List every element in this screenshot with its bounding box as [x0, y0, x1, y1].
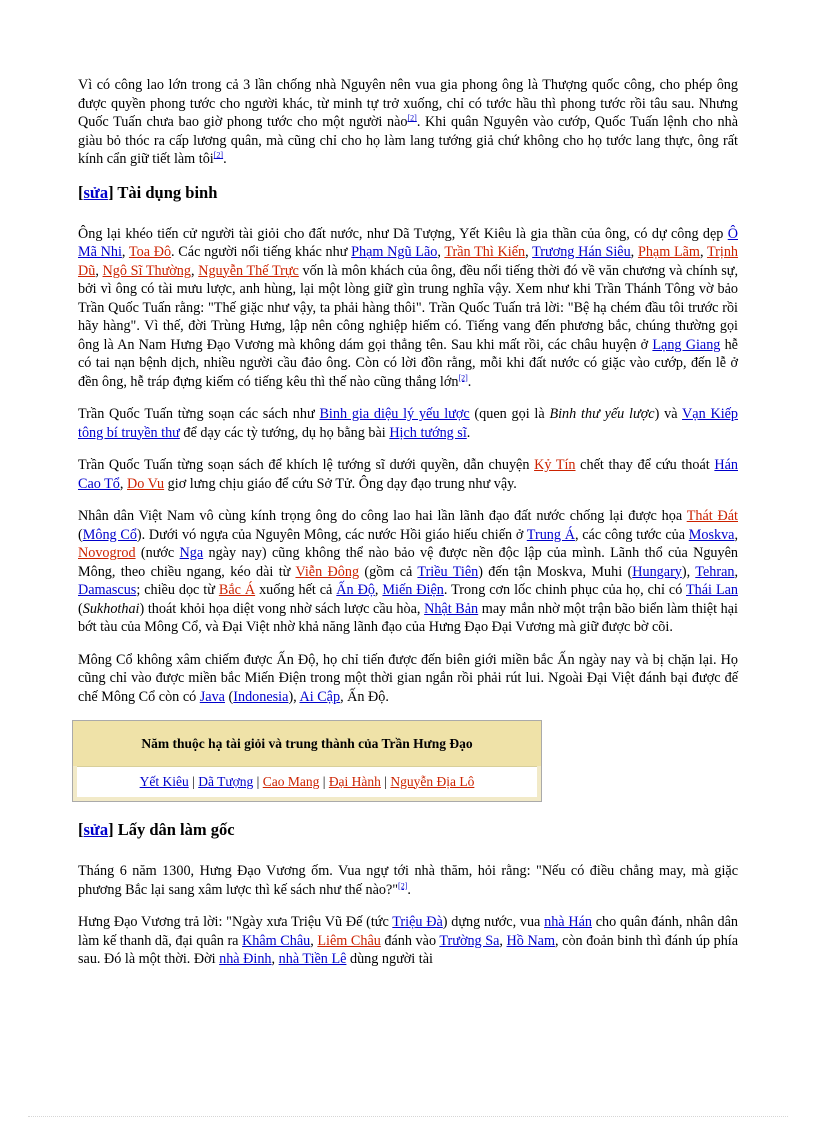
text: , — [374, 582, 383, 598]
link-binh-gia-dieu-ly[interactable]: Binh gia diệu lý yếu lược — [319, 406, 470, 422]
text: vốn là môn khách của ông, đều nổi tiếng thời đó về văn chương và chính sự, bởi vì ông có tài mưu lược, anh hùng, lại một lòng giữ gìn trung nghĩa vậy. Xem như khi Trần Thánh Tông vờ bảo Trần Quốc Tuấn rằng: "Thế giặc như vậy, ta phải hàng thôi". Trần Quốc Tuấn trả lời: "Bệ hạ chém đầu tôi trước rồi hãy hàng". Vì thế, đời Trùng Hưng, lập nên công nghiệp hiếm có. Tiếng vang đến phương bắc, chúng thường gọi ông là An Nam Hưng Đạo Vương mà không dám gọi thẳng tên. Sau khi mất rồi, các châu huyện ở — [78, 262, 738, 353]
bracket: ] — [108, 182, 114, 202]
link-indonesia[interactable]: Indonesia — [233, 688, 289, 705]
text: ) và — [654, 406, 683, 422]
separator: | — [188, 773, 199, 789]
link-an-do[interactable]: Ấn Độ — [336, 582, 375, 598]
paragraph-books — [78, 405, 738, 442]
text: dùng người tài — [346, 951, 433, 967]
bracket: [ — [78, 820, 84, 839]
text: Nhân dân Việt Nam vô cùng kính trọng ông do công lao hai lần lãnh đạo đất nước chống lại được họa — [78, 508, 687, 524]
text: cho quân đánh, nhân dân làm kế thanh dã, đại quân ra — [78, 914, 738, 949]
text: ( — [224, 688, 234, 705]
paragraph-india — [78, 651, 738, 707]
text: , — [734, 526, 739, 543]
link-dai-hanh[interactable]: Đại Hành — [328, 773, 381, 789]
text: Trần Quốc Tuấn từng soạn các sách như — [78, 406, 320, 422]
link-trinh-du[interactable]: Trịnh Dũ — [78, 244, 739, 279]
link-do-vu[interactable]: Do Vu — [127, 475, 165, 492]
footnote-ref[interactable] — [458, 373, 467, 382]
link-mien-dien[interactable]: Miến Điện — [382, 582, 444, 598]
text: hễ có tai nạn bệnh dịch, nhiều người cầu đảo ông. Còn có lời đồn rằng, mỗi khi đất nước có giặc vào cướp, đến lễ ở đền ông, hễ tráp đựng kiếm có tiếng kêu thì thế nào cũng thắng lớn — [78, 336, 738, 390]
footnote-link[interactable]: [2] — [407, 113, 417, 123]
text: , — [271, 951, 279, 967]
text: ngày nay) cũng không thể nào bảo vệ được nền độc lập của mình. Lãnh thổ của Nguyên Mông, theo chiều ngang, kéo dài từ — [78, 545, 739, 580]
link-nha-han[interactable]: nhà Hán — [544, 914, 592, 930]
navbox-list — [77, 766, 537, 798]
link-nguyen-the-truc[interactable]: Nguyễn Thế Trực — [198, 262, 299, 279]
text: . — [466, 424, 471, 441]
text: ) đến tận Moskva, Muhi ( — [478, 563, 633, 580]
text: , — [119, 475, 127, 492]
text: ), — [288, 688, 300, 705]
paragraph-mongol — [78, 507, 738, 637]
separator: | — [319, 773, 329, 789]
link-da-tuong[interactable]: Dã Tượng — [198, 773, 254, 789]
text: ( — [78, 526, 83, 543]
footnote-link[interactable]: [2] — [398, 880, 408, 890]
link-nga[interactable]: Nga — [179, 545, 204, 561]
section-title: Lấy dân làm gốc — [113, 820, 235, 839]
text: , — [310, 932, 318, 949]
link-tehran[interactable]: Tehran — [695, 563, 735, 580]
paragraph-merits — [78, 76, 738, 169]
link-tran-thi-kien[interactable]: Trần Thì Kiến — [444, 244, 526, 260]
paragraph-encourage — [78, 456, 738, 493]
link-trieu-tien[interactable]: Triều Tiên — [417, 563, 479, 580]
italic-text: Binh thư yếu lược — [549, 406, 655, 422]
link-bac-a[interactable]: Bắc Á — [218, 582, 256, 598]
text: ) thoát khỏi họa diệt vong nhờ sách lược cầu hòa, — [139, 600, 425, 617]
edit-section-link[interactable]: sửa — [83, 820, 109, 839]
link-truong-han-sieu[interactable]: Trương Hán Siêu — [532, 244, 631, 260]
link-nhat-ban[interactable]: Nhật Bản — [424, 600, 479, 617]
link-nha-tien-le[interactable]: nhà Tiền Lê — [278, 951, 347, 967]
link-pham-lam[interactable]: Phạm Lãm — [637, 244, 700, 260]
separator: | — [380, 773, 391, 789]
text: , — [699, 244, 707, 260]
text: đánh vào — [380, 932, 440, 949]
text: , — [499, 932, 507, 949]
bracket: [ — [78, 182, 84, 202]
paragraph-talent — [78, 225, 738, 392]
text: Ông lại khéo tiến cử người tài giỏi cho đất nước, như Dã Tượng, Yết Kiêu là gia thần của ông, có dự công dẹp — [78, 225, 728, 242]
text: Vì có công lao lớn trong cả 3 lần chống nhà Nguyên nên vua gia phong ông là Thượng quốc công, cho phép ông được quyền phong tước cho người khác, từ minh tự trở xuống, chỉ có tước hầu thì phong tước rồi tâu sau. Nhưng Quốc Tuấn chưa bao giờ phong tước cho một người nào — [78, 77, 738, 130]
text: ). Dưới vó ngựa của Nguyên Mông, các nước Hồi giáo hiếu chiến ở — [136, 526, 527, 543]
paragraph-illness — [78, 862, 738, 899]
section-heading-tai-dung-binh — [78, 183, 738, 203]
text: (nước — [135, 545, 180, 561]
footnote-link[interactable]: [2] — [458, 372, 468, 382]
text: để dạy các tỳ tướng, dụ họ bằng bài — [179, 424, 390, 441]
link-moskva[interactable]: Moskva — [688, 526, 735, 543]
link-ky-tin[interactable]: Kỷ Tín — [534, 457, 576, 473]
text: ), — [681, 563, 696, 580]
text: Trần Quốc Tuấn từng soạn sách để khích lệ tướng sĩ dưới quyền, dẫn chuyện — [78, 457, 535, 473]
link-liem-chau[interactable]: Liêm Châu — [317, 932, 381, 949]
footnote-ref[interactable] — [398, 881, 407, 890]
link-novogrod[interactable]: Novogrod — [78, 545, 136, 561]
section-title: Tài dụng binh — [113, 182, 218, 202]
text: . Trong cơn lốc chinh phục của họ, chỉ có — [443, 582, 686, 598]
link-hungary[interactable]: Hungary — [632, 563, 682, 580]
link-ai-cap[interactable]: Ai Cập — [299, 688, 341, 705]
text: . — [407, 881, 411, 898]
link-damascus[interactable]: Damascus — [78, 582, 137, 598]
edit-section-link[interactable]: sửa — [83, 182, 109, 202]
footnote-link[interactable]: [2] — [213, 150, 224, 160]
link-van-kiep[interactable]: Vạn Kiếp tông bí truyền thư — [78, 406, 739, 441]
link-java[interactable]: Java — [199, 688, 225, 705]
page-bottom-divider — [28, 1116, 788, 1117]
text: giơ lưng chịu giáo để cứu Sở Tử. Ông dạy đạo trung như vậy. — [164, 475, 517, 492]
text: , — [121, 244, 129, 260]
text: (quen gọi là — [469, 406, 550, 422]
text: . — [467, 373, 472, 390]
link-o-ma-nhi[interactable]: Ô Mã Nhi — [78, 225, 738, 260]
text: ( — [78, 600, 83, 617]
link-cao-mang[interactable]: Cao Mang — [262, 773, 320, 789]
link-truong-sa[interactable]: Trường Sa — [439, 932, 500, 949]
link-lang-giang[interactable]: Lạng Giang — [652, 336, 721, 353]
link-thai-lan[interactable]: Thái Lan — [686, 582, 738, 598]
bracket: ] — [108, 820, 114, 839]
text: may mắn nhờ một trận bão biển làm thiệt hại bớt tàu của Mông Cổ, và Đại Việt nhờ khả năng lãnh đạo của Hưng Đạo Đại Vương mà giữ được bờ cõi. — [78, 600, 739, 635]
text: ; chiều dọc từ — [136, 582, 219, 598]
link-pham-ngu-lao[interactable]: Phạm Ngũ Lão — [351, 244, 438, 260]
link-hich-tuong-si[interactable]: Hịch tướng sĩ — [389, 424, 467, 441]
link-trung-a[interactable]: Trung Á — [526, 526, 575, 543]
text: . — [223, 151, 227, 167]
link-han-cao-to[interactable]: Hán Cao Tổ — [78, 457, 738, 492]
text: ) dựng nước, vua — [442, 914, 545, 930]
text: , các công tước của — [574, 526, 689, 543]
text: , — [437, 244, 445, 260]
footnote-ref[interactable] — [408, 113, 417, 122]
text: , Ấn Độ. — [340, 688, 389, 705]
navbox-title: Năm thuộc hạ tài giỏi và trung thành của Trần Hưng Đạo — [73, 721, 541, 766]
text: Mông Cổ không xâm chiếm được Ấn Độ, họ chỉ tiến được đến biên giới miền bắc Ấn ngày nay và bị chặn lại. Họ cũng chỉ vào được miền bắc Miến Điện trong một thời gian ngắn rồi phải rút lui. Ngoài Đại Việt đánh bại được đế chế Mông Cổ còn có — [78, 651, 738, 705]
text: (gồm cả — [359, 563, 418, 580]
separator: | — [253, 773, 263, 789]
section-heading-lay-dan-lam-goc — [78, 820, 738, 840]
link-ho-nam[interactable]: Hồ Nam — [506, 932, 556, 949]
text: , — [525, 244, 533, 260]
text: Hưng Đạo Vương trả lời: "Ngày xưa Triệu Vũ Đế (tức — [78, 914, 393, 930]
article-body — [78, 76, 738, 983]
link-yet-kieu[interactable]: Yết Kiêu — [139, 773, 189, 789]
text: , — [630, 244, 638, 260]
paragraph-reply — [78, 913, 738, 969]
text: , còn đoản binh thì đánh úp phía sau. Đó là một thời. Đời — [78, 932, 739, 967]
link-nguyen-dia-lo[interactable]: Nguyễn Địa Lô — [390, 773, 475, 789]
link-mong-co[interactable]: Mông Cổ — [82, 526, 137, 543]
italic-text: Sukhothai — [82, 600, 140, 617]
link-that-dat[interactable]: Thát Đát — [686, 508, 738, 524]
link-ngo-si-thuong[interactable]: Ngô Sĩ Thường — [102, 262, 191, 279]
link-kham-chau[interactable]: Khâm Châu — [242, 932, 311, 949]
link-toa-do[interactable]: Toa Đô — [128, 244, 172, 260]
text: xuống hết cả — [255, 582, 337, 598]
text: . Các người nổi tiếng khác như — [171, 244, 352, 260]
link-trieu-da[interactable]: Triệu Đà — [392, 914, 443, 930]
text: Tháng 6 năm 1300, Hưng Đạo Vương ốm. Vua ngự tới nhà thăm, hỏi rằng: "Nếu có điều chẳng may, mà giặc phương Bắc lại sang xâm lược thì kế sách như thế nào?" — [78, 863, 738, 898]
footnote-ref[interactable] — [214, 150, 223, 159]
text: . Khi quân Nguyên vào cướp, Quốc Tuấn lệnh cho nhà giàu bỏ thóc ra cấp lương quân, mà cũng chỉ cho họ làm lang tướng giả chứ không cho họ tước lang thực, ông rất kính cẩn giữ tiết làm tôi — [78, 114, 738, 167]
text: , — [734, 563, 739, 580]
text: , — [95, 262, 103, 279]
text: chết thay để cứu thoát — [575, 457, 715, 473]
text: , — [191, 262, 199, 279]
link-nha-dinh[interactable]: nhà Đinh — [219, 951, 272, 967]
navbox-subordinates — [72, 720, 542, 802]
link-vien-dong[interactable]: Viễn Đông — [295, 563, 360, 580]
